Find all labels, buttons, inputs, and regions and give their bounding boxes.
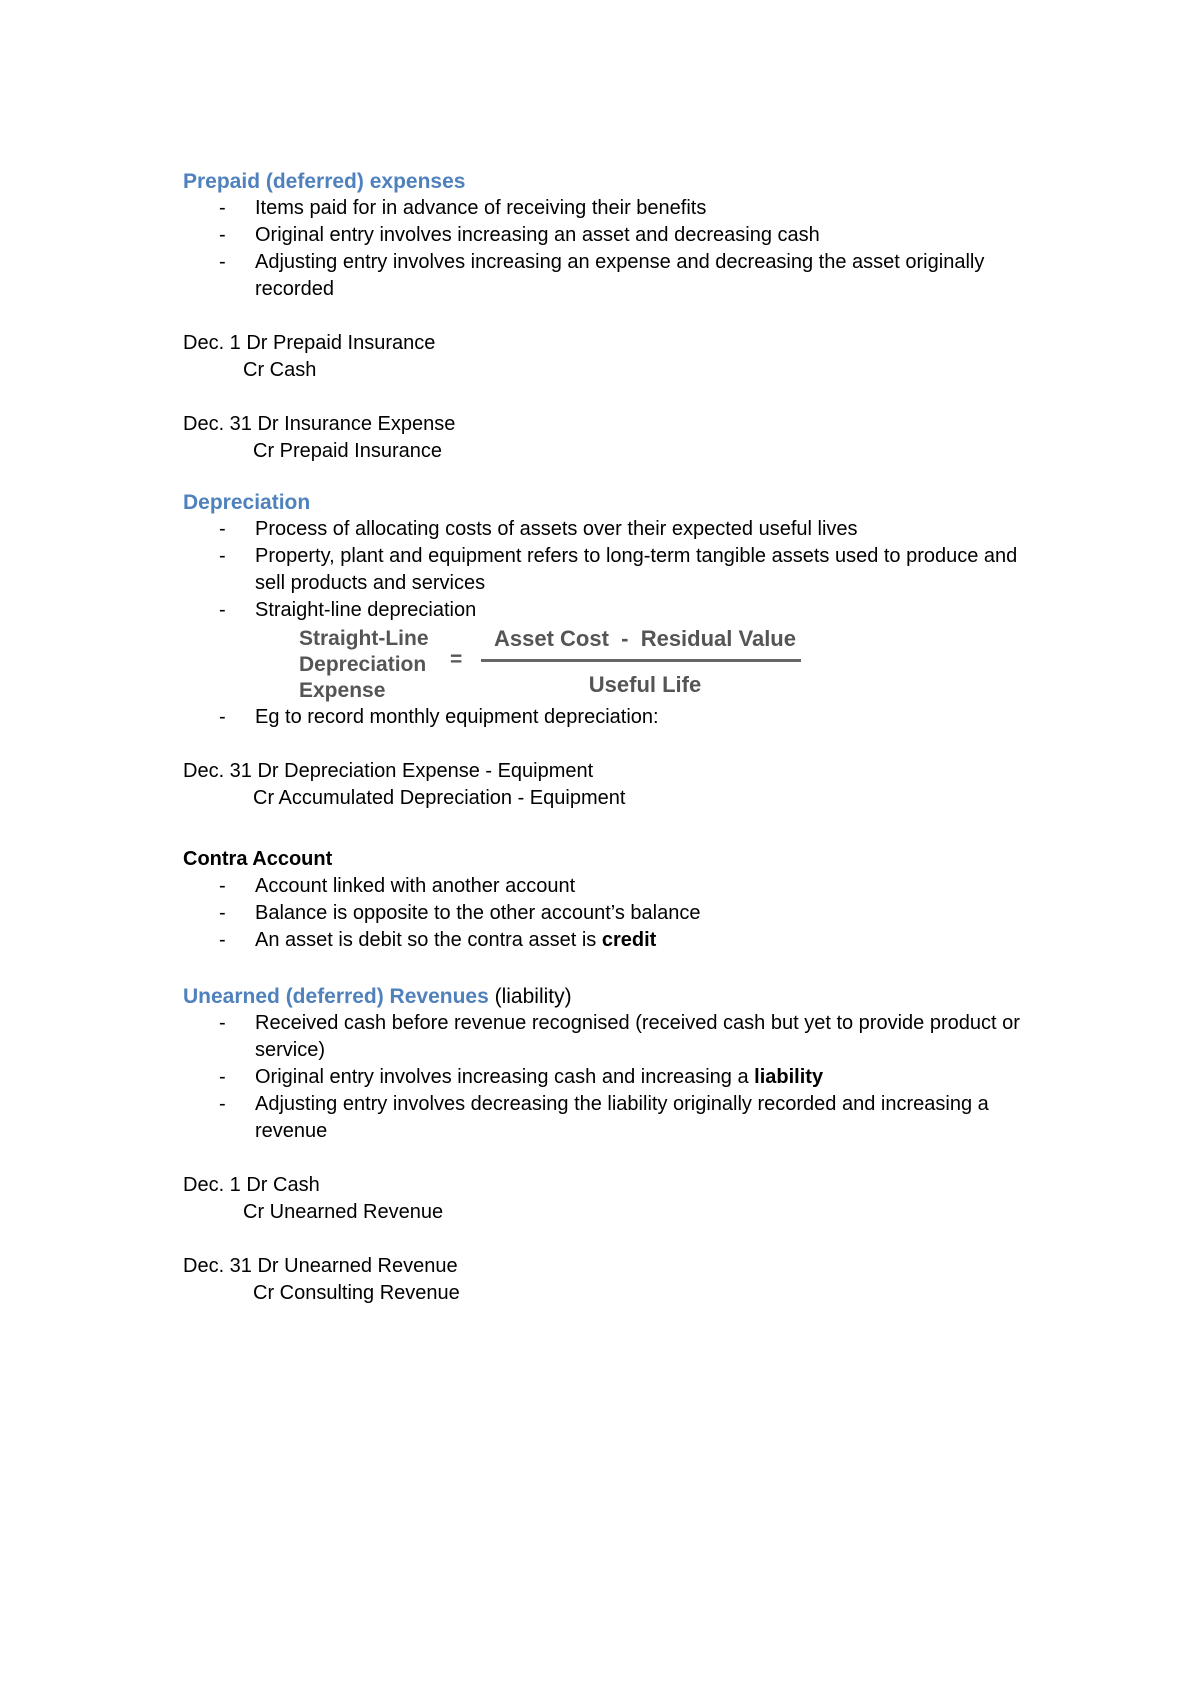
list-item: - Balance is opposite to the other account’s balance [219, 902, 701, 924]
prepaid-section [183, 168, 1023, 465]
depreciation-section [183, 489, 1023, 812]
formula-denominator: Useful Life [588, 672, 702, 697]
journal-entry-debit: Dec. 31 Dr Unearned Revenue [183, 1255, 458, 1277]
journal-entry-debit: Dec. 31 Dr Insurance Expense [183, 413, 456, 435]
list-item: - Adjusting entry involves increasing an expense and decreasing the asset originally recorded [219, 251, 985, 300]
journal-entry-credit: Cr Accumulated Depreciation - Equipment [253, 787, 626, 809]
unearned-section [183, 983, 1023, 1307]
unearned-heading: Unearned (deferred) Revenues (liability) [183, 985, 572, 1008]
list-item: - Process of allocating costs of assets over their expected useful lives [219, 518, 858, 540]
list-item: - Items paid for in advance of receiving their benefits [219, 197, 707, 219]
depreciation-bullets [183, 516, 1023, 624]
list-item: - Account linked with another account [219, 875, 576, 897]
list-item: - Original entry involves increasing cash and increasing a liability [219, 1066, 824, 1088]
journal-entry-credit: Cr Cash [243, 359, 317, 381]
journal-entry-debit: Dec. 1 Dr Prepaid Insurance [183, 332, 436, 354]
journal-entry-debit: Dec. 1 Dr Cash [183, 1174, 320, 1196]
journal-entry-credit: Cr Unearned Revenue [243, 1201, 444, 1223]
list-item: - Property, plant and equipment refers to long-term tangible assets used to produce and sell products and services [219, 545, 1018, 594]
journal-entry-debit: Dec. 31 Dr Depreciation Expense - Equipment [183, 760, 594, 782]
formula-lhs: Straight-Line Depreciation Expense [299, 627, 429, 702]
list-item: - An asset is debit so the contra asset is credit [219, 929, 657, 951]
straight-line-formula [183, 626, 1023, 704]
formula-numerator: Asset Cost - Residual Value [494, 626, 796, 651]
journal-entry-credit: Cr Prepaid Insurance [253, 440, 442, 462]
list-item: - Straight-line depreciation [219, 599, 477, 621]
depreciation-example [183, 704, 1023, 731]
journal-entry-credit: Cr Consulting Revenue [253, 1282, 460, 1304]
prepaid-heading: Prepaid (deferred) expenses [183, 170, 466, 193]
formula-equals: = [450, 648, 463, 671]
depreciation-heading: Depreciation [183, 491, 311, 514]
contra-section [183, 846, 1023, 954]
contra-heading: Contra Account [183, 848, 333, 870]
unearned-bullets [183, 1010, 1023, 1145]
list-item: - Original entry involves increasing an asset and decreasing cash [219, 224, 820, 246]
list-item: - Eg to record monthly equipment depreciation: [219, 706, 659, 728]
list-item: - Received cash before revenue recognised (received cash but yet to provide product or service) [219, 1012, 1020, 1061]
fraction-bar [481, 659, 801, 662]
prepaid-bullets [183, 195, 1023, 303]
contra-bullets [183, 873, 1023, 954]
list-item: - Adjusting entry involves decreasing the liability originally recorded and increasing a revenue [219, 1093, 989, 1142]
